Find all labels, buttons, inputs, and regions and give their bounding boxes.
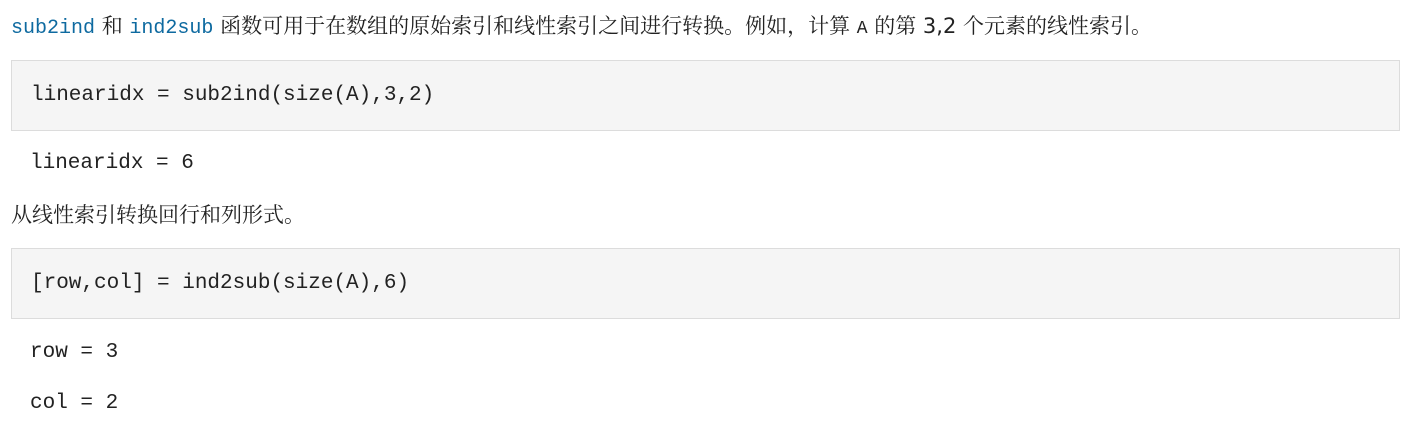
output-linearidx: linearidx = 6 [30,152,194,175]
sub2ind-function-name: sub2ind [11,17,96,40]
output-row: row = 3 [30,341,119,364]
conversion-paragraph: 从线性索引转换回行和列形式。 [11,203,305,227]
code-line-ind2sub[interactable]: [row,col] = ind2sub(size(A),6) [31,272,410,295]
intro-text-b: 的第 3,2 个元素的线性索引。 [867,14,1152,38]
code-block-ind2sub[interactable] [11,248,1400,319]
intro-paragraph [11,11,1152,44]
ind2sub-function-name: ind2sub [129,17,214,40]
variable-a: A [856,19,868,39]
intro-conjunction: 和 [95,14,130,38]
code-line-sub2ind[interactable]: linearidx = sub2ind(size(A),3,2) [31,84,435,107]
intro-text-a: 函数可用于在数组的原始索引和线性索引之间进行转换。例如，计算 [213,14,857,38]
output-col: col = 2 [30,392,119,415]
code-block-sub2ind[interactable] [11,60,1400,131]
